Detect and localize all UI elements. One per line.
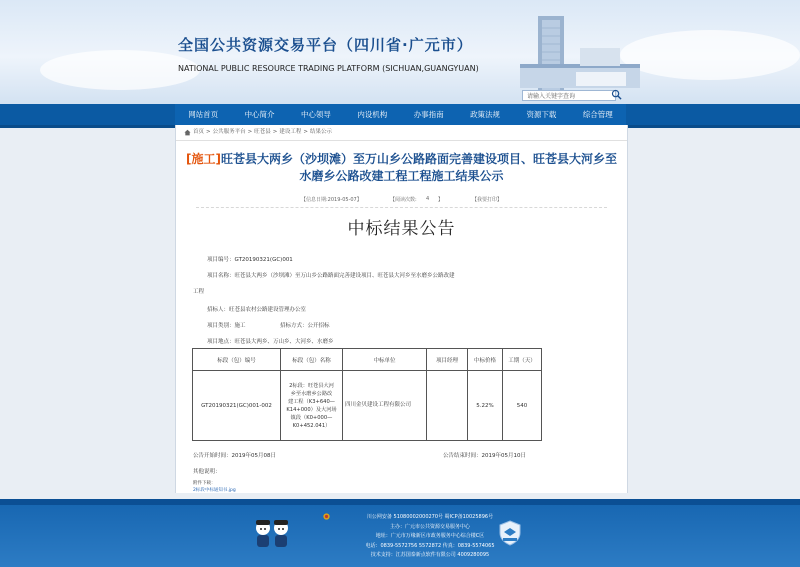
breadcrumb-county[interactable]: 旺苍县 [254, 129, 271, 135]
project-manager [427, 371, 468, 441]
home-icon [184, 129, 191, 136]
announce-start: 公告开始时间：2019年05月08日 [193, 453, 276, 459]
col-header: 工期（天） [503, 349, 542, 371]
site-footer [0, 499, 800, 567]
bid-price: 5.22% [468, 371, 503, 441]
duration-days: 540 [503, 371, 542, 441]
nav-item-management[interactable]: 综合管理 [582, 110, 613, 119]
article-meta [176, 196, 627, 204]
site-header [0, 0, 800, 104]
breadcrumb-current: 结果公示 [310, 129, 333, 135]
cloud-decoration [40, 50, 200, 90]
breadcrumb [184, 127, 332, 138]
nav-item-intro[interactable]: 中心简介 [244, 110, 275, 119]
footer-record: 川公网安备 51080002000270号 蜀ICP备10025896号 [366, 514, 494, 520]
section-name-line: 2标段：旺苍县大河 [289, 382, 334, 389]
section-name-line: 建工程（K3+640— [288, 398, 335, 405]
print-link[interactable]: 【我要打印】 [472, 197, 503, 203]
divider [176, 140, 627, 141]
project-name: 项目名称：旺苍县大两乡（沙坝滩）至万山乡公路路面完善建设项目、旺苍县大河乡至水磨乡公路改建 [207, 273, 455, 279]
breadcrumb-sep: > [303, 129, 308, 135]
attachment-link[interactable]: 2标段中标通知书.jpg [193, 488, 236, 493]
breadcrumb-sep: > [272, 129, 278, 135]
footer-address: 地址：广元市万缘新区市政务服务中心综合楼C区 [375, 533, 485, 539]
nav-item-leaders[interactable]: 中心领导 [300, 110, 331, 119]
article-title [186, 151, 617, 185]
table-row [193, 371, 542, 441]
article-title-text: 旺苍县大两乡（沙坝滩）至万山乡公路路面完善建设项目、旺苍县大河乡至水磨乡公路改建工程工程施工结果公示 [220, 152, 617, 183]
breadcrumb-home[interactable]: 首页 [193, 129, 205, 135]
col-header: 标段（包）名称 [281, 349, 343, 371]
breadcrumb-construction[interactable]: 建设工程 [279, 129, 302, 135]
section-name [281, 371, 343, 441]
cyber-police-icon[interactable] [250, 516, 294, 550]
col-header: 项目经理 [427, 349, 468, 371]
search-icon[interactable] [611, 89, 622, 100]
project-location: 项目地点：旺苍县大两乡、万山乡、大河乡、水磨乡 [207, 339, 334, 345]
project-name-cont: 工程 [193, 289, 205, 295]
tenderer: 招标人：旺苍县农村公路建设管理办公室 [207, 307, 307, 313]
footer-sponsor: 主办：广元市公共资源交易服务中心 [389, 523, 470, 530]
views-close: 】 [438, 197, 444, 203]
trust-badge-icon[interactable] [498, 520, 522, 546]
article-tag: [施工] [186, 152, 221, 166]
tender-method: 招标方式：公开招标 [280, 323, 330, 329]
nav-item-departments[interactable]: 内设机构 [357, 110, 388, 119]
col-header: 中标价格 [468, 349, 503, 371]
footer-support: 技术支持：江苏国泰新点软件有限公司 4009280095 [370, 552, 490, 558]
other-notes-label: 其他说明： [193, 469, 221, 475]
breadcrumb-sep: > [206, 129, 211, 135]
notice-title: 中标结果公告 [347, 219, 456, 239]
divider [196, 207, 607, 209]
nav-item-home[interactable]: 网站首页 [188, 110, 219, 119]
views-count: 4 [426, 196, 430, 202]
info-date: 【信息日期:2019-05-07】 [301, 197, 362, 203]
cloud-decoration [620, 30, 800, 80]
bid-result-table [192, 348, 542, 441]
winning-bidder: 四川金贝建设工程有限公司 [343, 371, 427, 441]
breadcrumb-sep: > [247, 129, 253, 135]
section-number: GT20190321(GC)001-002 [193, 371, 281, 441]
search-input[interactable]: 请输入关键字查询 [522, 90, 616, 101]
col-header: 中标单位 [343, 349, 427, 371]
project-category: 项目类别：施工 [207, 323, 246, 329]
section-name-line: 镇段（K0+000— [290, 414, 333, 421]
nav-item-guide[interactable]: 办事指南 [413, 110, 444, 119]
section-name-line: K0+452.041） [292, 422, 331, 429]
attachment-label: 附件下载： [193, 481, 216, 486]
col-header: 标段（包）编号 [193, 349, 281, 371]
announce-end: 公告结束时间：2019年05月10日 [443, 453, 526, 459]
section-name-line: K14+000）及大河场 [286, 406, 337, 413]
views-label: 【阅读次数: [390, 197, 417, 203]
table-header-row [193, 349, 542, 371]
content-panel [175, 125, 628, 493]
footer-phone: 电话：0839-5572756 5572872 传真：0839-5574065 [365, 542, 495, 549]
site-title: 全国公共资源交易平台（四川省·广元市） [178, 36, 473, 54]
project-number: 项目编号：GT20190321(GC)001 [207, 257, 293, 263]
section-name-line: 乡至水磨乡公路改 [290, 390, 333, 397]
breadcrumb-platform[interactable]: 公共服务平台 [212, 129, 246, 135]
nav-item-policies[interactable]: 政策法规 [470, 110, 501, 119]
nav-item-downloads[interactable]: 资源下载 [526, 110, 557, 119]
site-subtitle: NATIONAL PUBLIC RESOURCE TRADING PLATFORM (SICHUAN,GUANGYUAN) [178, 64, 479, 73]
police-emblem-icon [323, 513, 330, 520]
main-nav [0, 104, 800, 125]
